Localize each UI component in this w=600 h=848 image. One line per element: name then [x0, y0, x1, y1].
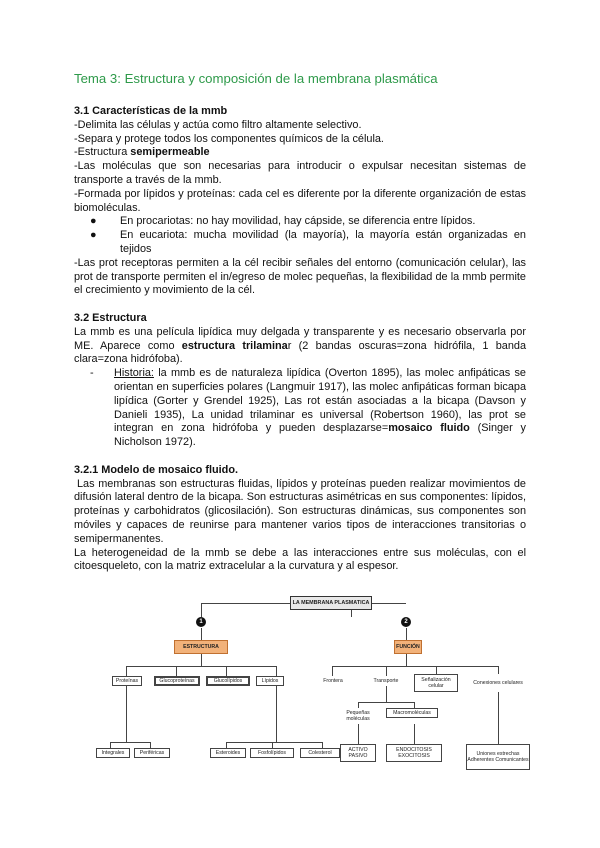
cholesterol-node: Colesterol [300, 748, 340, 758]
text: r (2 bandas oscuras=zona hidrófila, 1 banda clara=zona hidrófoba). [74, 339, 526, 366]
dash-item [74, 367, 526, 450]
small-molecules-node: Pequeñas moléculas [340, 708, 376, 724]
junctions-node: Uniones estrechas Adherentes Comunicantes [466, 744, 530, 770]
connector-line [414, 724, 415, 744]
paragraph [74, 326, 526, 367]
bold-text: mosaico fluido [388, 422, 470, 435]
frontier-node: Frontera [316, 676, 350, 686]
paragraph: -Las moléculas que son necesarias para introducir o expulsar necesitan sistemas de transporte a través de la mmb. [74, 160, 526, 186]
glycolipids-node: Glucolípidos [206, 676, 250, 686]
membrane-concept-diagram [96, 588, 536, 778]
connector-line [386, 686, 387, 702]
proteins-node: Proteínas [112, 676, 142, 686]
number-badge-2: 2 [401, 617, 411, 627]
connector-line [201, 628, 202, 640]
text: la mmb es de naturaleza lipídica (Overton 1895), las molec anfipáticas se orientan en superficies polares (Langmuir 1917), las molec anfipáticas forman bicapa lipídica (Gorter y Grendel 1925), Las rot están asociadas a la bicapa (Davson y Danieli 1935), La unidad trilaminar es universal (Robertson 1960), las prot se integran en zona hidrófoba y pueden desplazarse= [114, 367, 526, 435]
connector-line [110, 742, 150, 743]
signaling-node: Señalización celular [414, 674, 458, 692]
text: -Estructura [74, 146, 131, 159]
connector-line [201, 654, 202, 666]
diagram-root-node: LA MEMBRANA PLASMATICA [290, 596, 372, 610]
bullet-item [74, 229, 526, 257]
connector-line [276, 666, 277, 676]
spacer [74, 450, 526, 464]
document-body [74, 105, 526, 574]
connector-line [358, 702, 414, 703]
text: (Singer y Nicholson 1972). [114, 422, 526, 449]
transport-node: Transporte [368, 676, 404, 686]
connector-line [358, 724, 359, 744]
section-heading-3-2: 3.2 Estructura [74, 311, 147, 324]
connector-line [276, 686, 277, 742]
macromolecules-node: Macromoléculas [386, 708, 438, 718]
passive-active-node: ACTIVO PASIVO [340, 744, 376, 762]
glycoproteins-node: Glucoproteínas [154, 676, 200, 686]
spacer [74, 298, 526, 312]
number-badge-1: 1 [196, 617, 206, 627]
paragraph: -Delimita las células y actúa como filtro altamente selectivo. [74, 118, 362, 131]
connector-line [332, 666, 498, 667]
connector-line [498, 692, 499, 744]
function-node: FUNCIÓN [394, 640, 422, 654]
paragraph: -Las prot receptoras permiten a la cél recibir señales del entorno (comunicación celular), las prot de transporte permiten el in/egreso de molec pequeñas, la flexibilidad de la mmb permite el crecimiento y movimiento de la cél. [74, 256, 526, 297]
bold-text: semipermeable [130, 146, 210, 159]
endocytosis-node: ENDOCITOSIS EXOCITOSIS [386, 744, 442, 762]
section-heading-3-2-1: 3.2.1 Modelo de mosaico fluido. [74, 463, 238, 476]
bullet-icon: ● [90, 229, 97, 242]
bullet-item [74, 215, 526, 229]
connector-line [406, 628, 407, 640]
paragraph: -Separa y protege todos los componentes químicos de la célula. [74, 132, 384, 145]
lipids-node: Lípidos [256, 676, 284, 686]
paragraph: Las membranas son estructuras fluidas, lípidos y proteínas pueden realizar movimientos de difusión lateral dentro de la bicapa. Son estructuras asimétricas en sus componentes: lípidos, proteínas y carbohidratos (glicosilación). Son estructuras dinámicas, sus componentes son móviles y capaces de reunirse para mantener varios tipos de interacciones transitorias o semipermanentes. [74, 477, 526, 545]
connector-line [226, 742, 322, 743]
structure-node: ESTRUCTURA [174, 640, 228, 654]
connector-line [126, 666, 127, 676]
dash-mark: - [90, 367, 94, 380]
connector-line [226, 666, 227, 676]
paragraph: -Formada por lípidos y proteínas: cada cel es diferente por la diferente organización de estas biomoléculas. [74, 187, 526, 214]
connector-line [386, 666, 387, 676]
bullet-text: En eucariota: mucha movilidad (la mayoría), la mayoría están organizadas en tejidos [120, 229, 526, 255]
connector-line [201, 603, 202, 617]
phospholipids-node: Fosfolípidos [250, 748, 294, 758]
bullet-icon: ● [90, 215, 97, 228]
peripheral-node: Periféricas [134, 748, 170, 758]
connector-line [406, 654, 407, 666]
connector-line [126, 666, 276, 667]
integral-node: Integrales [96, 748, 130, 758]
connector-line [176, 666, 177, 676]
connector-line [201, 603, 290, 604]
connections-node: Conexiones celulares [472, 674, 524, 692]
connector-line [126, 686, 127, 742]
text: La mmb es una película lipídica muy delgada y transparente y es necesario observarla por ME. Aparece como [74, 325, 526, 352]
bold-text: estructura trilamina [181, 339, 288, 352]
steroids-node: Esteroides [210, 748, 246, 758]
paragraph [74, 146, 526, 160]
bullet-text: En procariotas: no hay movilidad, hay cápside, se diferencia entre lípidos. [120, 215, 476, 228]
document-title: Tema 3: Estructura y composición de la membrana plasmática [74, 71, 438, 86]
section-heading-3-1: 3.1 Características de la mmb [74, 105, 228, 117]
paragraph: La heterogeneidad de la mmb se debe a las interacciones entre sus moléculas, con el citoesqueleto, con la matriz extracelular a la curvatura y al espesor. [74, 546, 526, 573]
connector-line [332, 666, 333, 676]
underlined-label: Historia: [114, 367, 154, 380]
